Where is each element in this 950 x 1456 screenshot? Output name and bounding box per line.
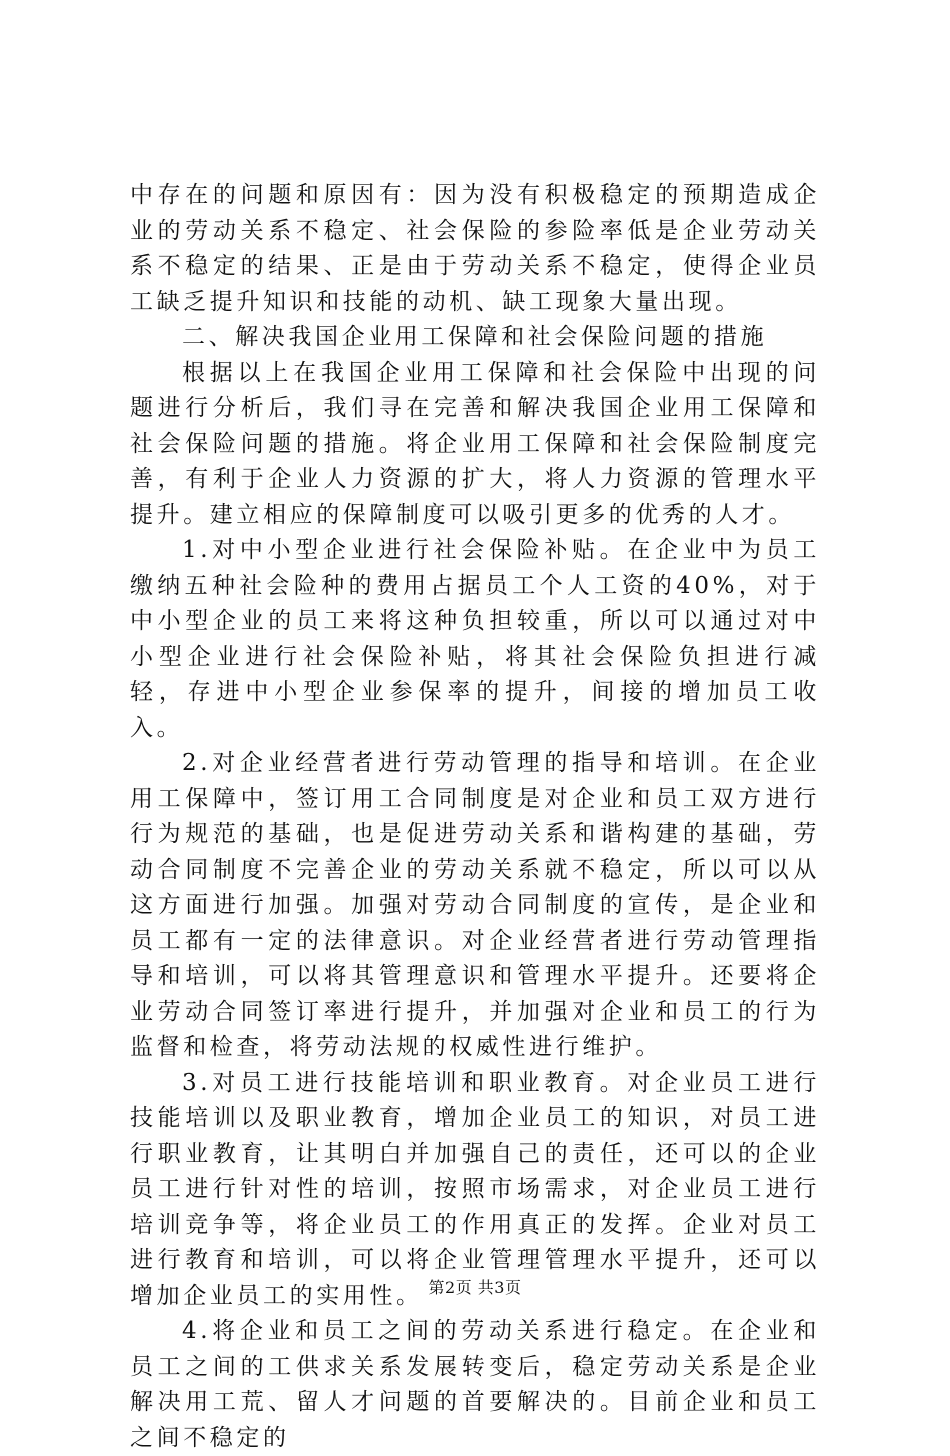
paragraph-continuation: 中存在的问题和原因有：因为没有积极稳定的预期造成企业的劳动关系不稳定、社会保险的参险率低是企业劳动关系不稳定的结果、正是由于劳动关系不稳定，使得企业员工缺乏提升知识和技能的动机、缺工现象大量出现。	[130, 182, 820, 315]
paragraph-intro: 根据以上在我国企业用工保障和社会保险中出现的问题进行分析后，我们寻在完善和解决我国企业用工保障和社会保险问题的措施。将企业用工保障和社会保险制度完善，有利于企业人力资源的扩大，将人力资源的管理水平提升。建立相应的保障制度可以吸引更多的优秀的人才。	[130, 359, 820, 528]
paragraph-measure-2: 2.对企业经营者进行劳动管理的指导和培训。在企业用工保障中，签订用工合同制度是对企业和员工双方进行行为规范的基础，也是促进劳动关系和谐构建的基础，劳动合同制度不完善企业的劳动关系就不稳定，所以可以从这方面进行加强。加强对劳动合同制度的宣传，是企业和员工都有一定的法律意识。对企业经营者进行劳动管理指导和培训，可以将其管理意识和管理水平提升。还要将企业劳动合同签订率进行提升，并加强对企业和员工的行为监督和检查，将劳动法规的权威性进行维护。	[130, 750, 820, 1060]
paragraph-measure-4: 4.将企业和员工之间的劳动关系进行稳定。在企业和员工之间的工供求关系发展转变后，稳定劳动关系是企业解决用工荒、留人才问题的首要解决的。目前企业和员工之间不稳定的	[130, 1318, 820, 1451]
paragraph-measure-3: 3.对员工进行技能培训和职业教育。对企业员工进行技能培训以及职业教育，增加企业员工的知识，对员工进行职业教育，让其明白并加强自己的责任，还可以的企业员工进行针对性的培训，按照市场需求，对企业员工进行培训竞争等，将企业员工的作用真正的发挥。企业对员工进行教育和培训，可以将企业管理管理水平提升，还可以增加企业员工的实用性。	[130, 1069, 820, 1309]
page-number-footer: 第2页 共3页	[428, 1278, 522, 1297]
section-heading: 二、解决我国企业用工保障和社会保险问题的措施	[182, 324, 768, 350]
paragraph-measure-1: 1.对中小型企业进行社会保险补贴。在企业中为员工缴纳五种社会险种的费用占据员工个人工资的40%，对于中小型企业的员工来将这种负担较重，所以可以通过对中小型企业进行社会保险补贴，将其社会保险负担进行减轻，存进中小型企业参保率的提升，间接的增加员工收入。	[130, 537, 820, 741]
document-body	[130, 178, 820, 1456]
